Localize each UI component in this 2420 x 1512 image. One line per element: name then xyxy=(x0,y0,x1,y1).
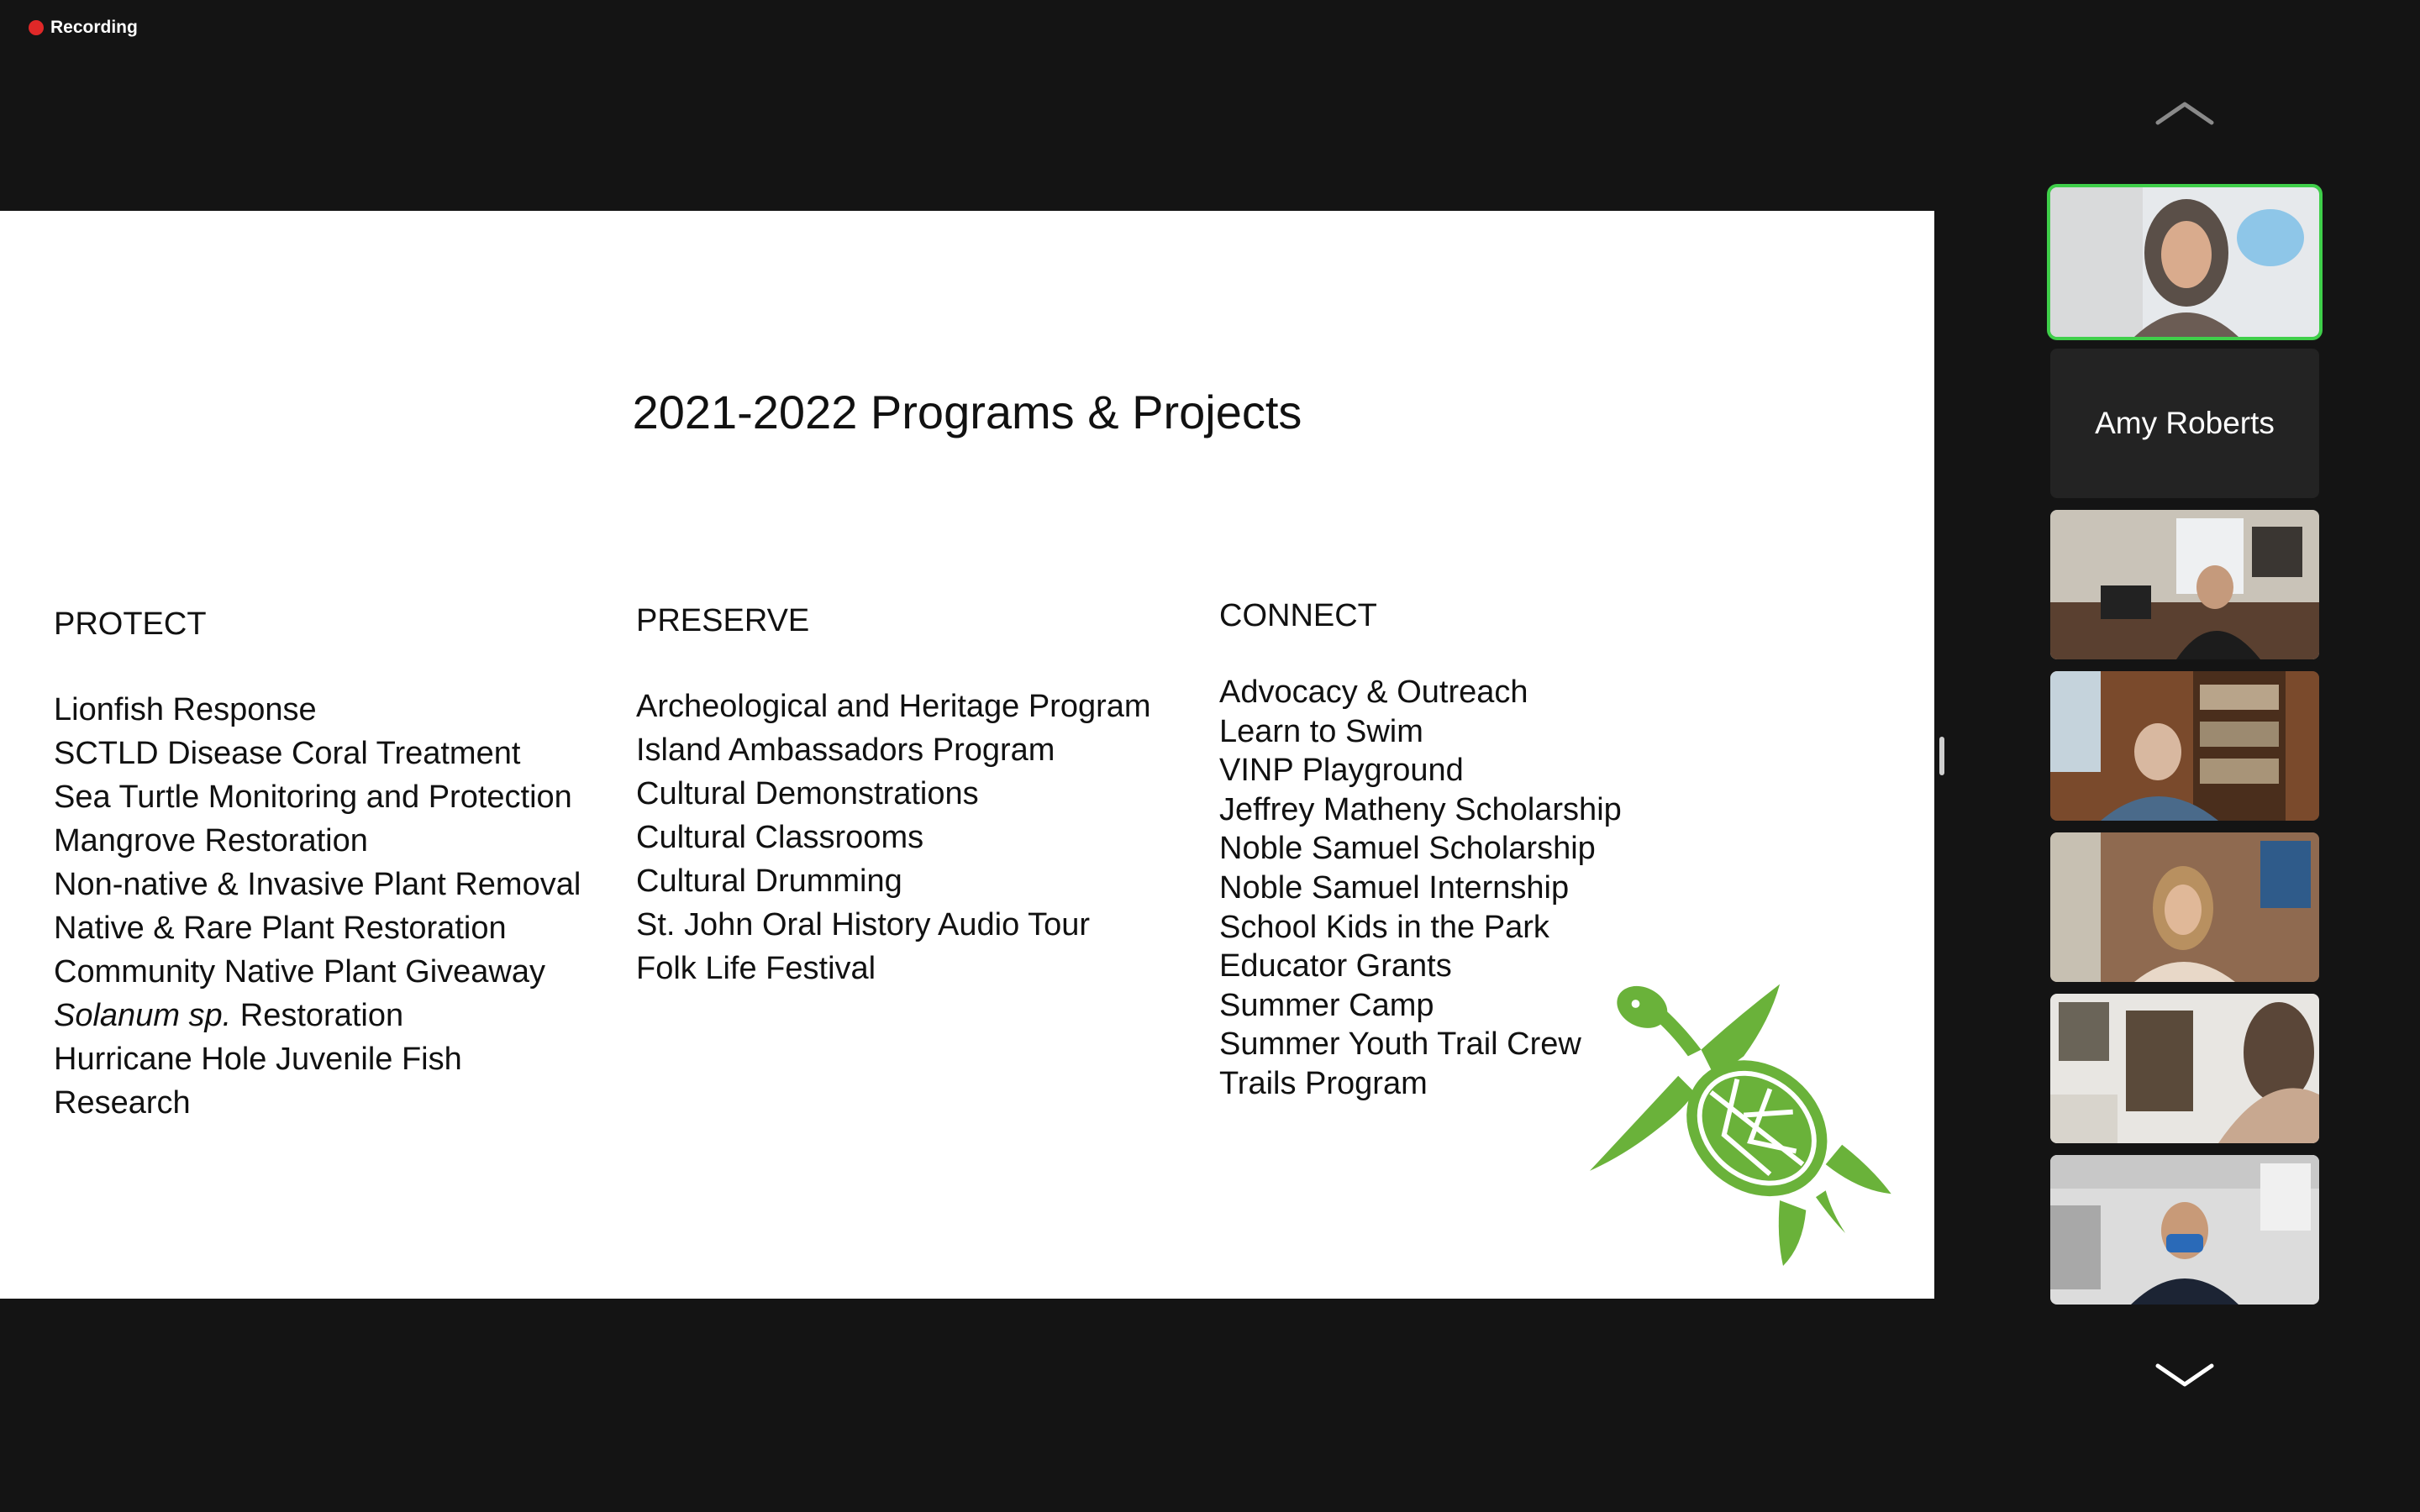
list-item: Jeffrey Matheny Scholarship xyxy=(1219,791,1622,827)
recording-dot-icon xyxy=(29,20,44,35)
participant-video-tile[interactable] xyxy=(2050,510,2319,659)
list-item: Mangrove Restoration xyxy=(54,823,368,858)
species-suffix: Restoration xyxy=(231,998,404,1033)
list-item: Cultural Demonstrations xyxy=(636,776,979,811)
list-item: Community Native Plant Giveaway xyxy=(54,954,545,990)
list-item: Educator Grants xyxy=(1219,948,1452,984)
participant-video-5 xyxy=(2050,994,2319,1143)
participant-video-tile[interactable] xyxy=(2050,671,2319,821)
participant-video-tile[interactable] xyxy=(2050,832,2319,982)
list-item: Trails Program xyxy=(1219,1065,1428,1101)
connect-heading: CONNECT xyxy=(1219,598,1377,633)
list-item: Sea Turtle Monitoring and Protection xyxy=(54,780,572,815)
list-item: Learn to Swim xyxy=(1219,713,1423,749)
list-item: Lionfish Response xyxy=(54,692,317,727)
list-item: Cultural Classrooms xyxy=(636,820,924,855)
participant-name: Amy Roberts xyxy=(2095,406,2275,440)
recording-indicator[interactable] xyxy=(29,17,138,39)
list-item: Research xyxy=(54,1085,191,1121)
list-item: School Kids in the Park xyxy=(1219,909,1549,945)
participant-video-3 xyxy=(2050,671,2319,821)
list-item: Noble Samuel Scholarship xyxy=(1219,831,1596,867)
preserve-list xyxy=(636,685,1151,990)
connect-list xyxy=(1219,673,1622,1104)
protect-column xyxy=(54,602,581,1125)
list-item: Summer Camp xyxy=(1219,987,1434,1023)
list-item: St. John Oral History Audio Tour xyxy=(636,907,1090,942)
list-item: Non-native & Invasive Plant Removal xyxy=(54,867,581,902)
list-item xyxy=(54,994,581,1037)
recording-label: Recording xyxy=(50,18,138,37)
participant-video-tile-active[interactable] xyxy=(2050,187,2319,337)
chevron-up-icon[interactable] xyxy=(2153,96,2217,129)
list-item: Summer Youth Trail Crew xyxy=(1219,1026,1581,1063)
participant-video-4 xyxy=(2050,832,2319,982)
protect-list xyxy=(54,688,581,1125)
list-item: Island Ambassadors Program xyxy=(636,732,1055,768)
list-item: Hurricane Hole Juvenile Fish xyxy=(54,1042,462,1077)
protect-heading: PROTECT xyxy=(54,606,207,642)
list-item: Advocacy & Outreach xyxy=(1219,675,1528,710)
list-item: Archeological and Heritage Program xyxy=(636,689,1151,724)
list-item: Cultural Drumming xyxy=(636,864,902,899)
connect-column xyxy=(1219,594,1622,1104)
list-item: Folk Life Festival xyxy=(636,951,876,986)
species-name: Solanum sp. xyxy=(54,998,232,1033)
list-item: Noble Samuel Internship xyxy=(1219,869,1570,906)
participant-video-2 xyxy=(2050,510,2319,659)
participant-video-tile[interactable] xyxy=(2050,1155,2319,1305)
sea-turtle-icon xyxy=(1586,971,1914,1299)
participant-video-tile[interactable] xyxy=(2050,994,2319,1143)
slide-title: 2021-2022 Programs & Projects xyxy=(632,386,1302,438)
list-item: VINP Playground xyxy=(1219,753,1464,789)
participant-name-tile[interactable] xyxy=(2050,349,2319,498)
preserve-heading: PRESERVE xyxy=(636,603,810,638)
participant-video-1 xyxy=(2050,187,2319,337)
chevron-down-icon[interactable] xyxy=(2153,1359,2217,1393)
preserve-column xyxy=(636,599,1151,990)
resize-handle[interactable] xyxy=(1939,737,1944,775)
shared-slide xyxy=(0,211,1934,1299)
participant-video-6 xyxy=(2050,1155,2319,1305)
list-item: Native & Rare Plant Restoration xyxy=(54,911,507,946)
list-item: SCTLD Disease Coral Treatment xyxy=(54,736,521,771)
